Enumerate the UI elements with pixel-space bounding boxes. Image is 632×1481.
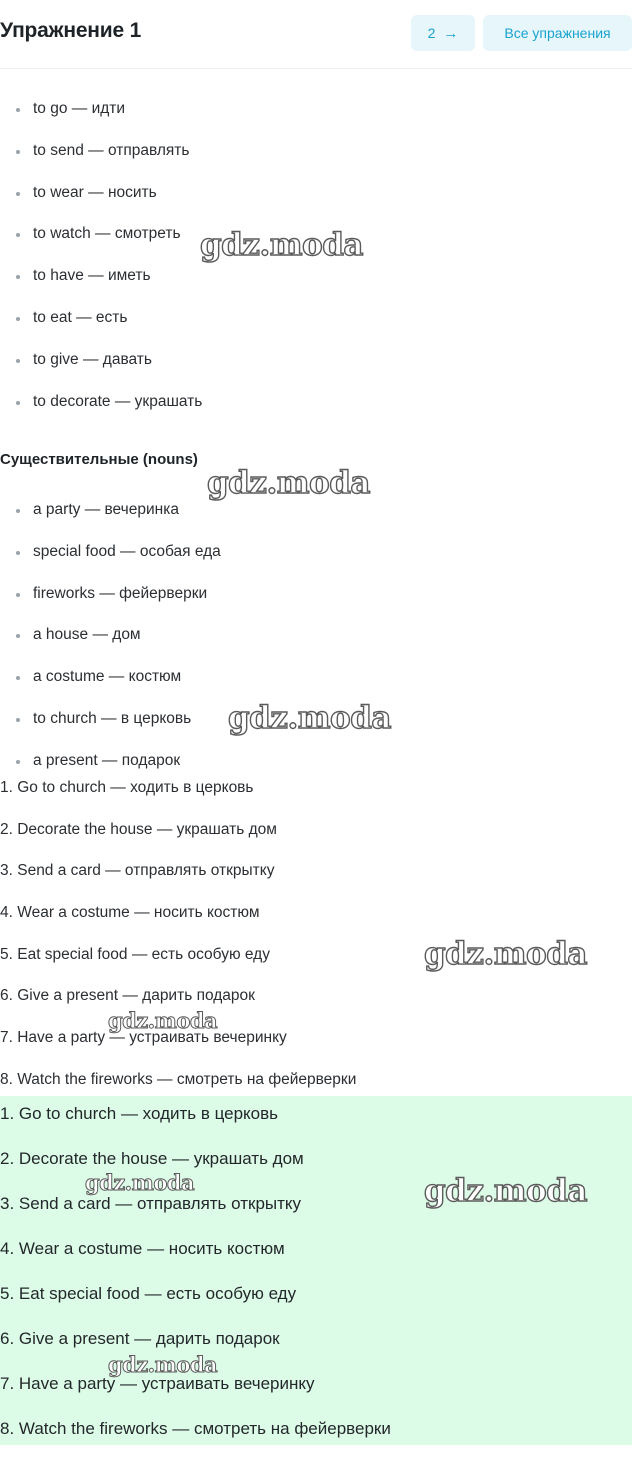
list-item: 1. Go to church — ходить в церковь [0,1104,279,1123]
watermark: gdz.moda [228,700,391,736]
list-item: 7. Have a party — устраивать вечеринку [0,1029,287,1047]
bullet-icon [16,275,20,279]
bullet-icon [16,401,20,405]
list-item: to church — в церковь [0,709,221,751]
watermark: gdz.moda [200,227,363,263]
bullet-icon [16,317,20,321]
answer-box [0,1096,632,1445]
arrow-right-icon: → [443,25,459,42]
watermark: gdz.moda [424,936,587,972]
bullet-icon [16,551,20,555]
page-header [0,0,632,69]
list-item: 4. Wear a costume — носить костюм [0,1239,285,1258]
list-item: to have — иметь [0,266,202,308]
next-exercise-button[interactable] [411,15,475,51]
next-exercise-label: 2 [427,25,436,41]
watermark: gdz.moda [207,465,370,501]
bullet-icon [16,150,20,154]
list-item: 7. Have a party — устраивать вечеринку [0,1374,315,1393]
list-item: 8. Watch the fireworks — смотреть на фейерверки [0,1419,391,1438]
bullet-icon [16,192,20,196]
list-item: 2. Decorate the house — украшать дом [0,1149,304,1168]
nouns-list [0,500,221,793]
bullet-icon [16,634,20,638]
list-item: 5. Eat special food — есть особую еду [0,945,270,963]
list-item: to send — отправлять [0,141,202,183]
list-item: 8. Watch the fireworks — смотреть на фейерверки [0,1070,357,1088]
bullet-icon [16,509,20,513]
bullet-icon [16,233,20,237]
bullet-icon [16,593,20,597]
bullet-icon [16,718,20,722]
watermark: gdz.moda [108,1352,218,1377]
bullet-icon [16,760,20,764]
watermark: gdz.moda [85,1170,195,1195]
list-item: to give — давать [0,350,202,392]
list-item: 6. Give a present — дарить подарок [0,987,255,1005]
all-exercises-button[interactable]: Все упражнения [483,15,632,51]
list-item: 4. Wear a costume — носить костюм [0,904,260,922]
nouns-heading: Существительные (nouns) [0,451,198,468]
list-item: 1. Go to church — ходить в церковь [0,779,254,796]
list-item: 3. Send a card — отправлять открытку [0,1194,302,1213]
list-item: 3. Send a card — отправлять открытку [0,862,275,880]
list-item: to eat — есть [0,308,202,350]
list-item: to wear — носить [0,183,202,225]
page-title: Упражнение 1 [0,19,142,42]
list-item: to decorate — украшать [0,392,202,434]
list-item: 5. Eat special food — есть особую еду [0,1284,297,1303]
list-item: 6. Give a present — дарить подарок [0,1329,280,1348]
watermark: gdz.moda [108,1008,218,1033]
list-item: 2. Decorate the house — украшать дом [0,820,277,838]
answers-list [0,1102,391,1462]
bullet-icon [16,359,20,363]
verbs-list [0,99,202,433]
bullet-icon [16,108,20,112]
list-item: a present — подарок [0,751,221,793]
list-item: a costume — костюм [0,667,221,709]
list-item: a house — дом [0,625,221,667]
list-item: to go — идти [0,99,202,141]
phrases-list [0,778,356,1112]
list-item: fireworks — фейерверки [0,584,221,626]
bullet-icon [16,676,20,680]
list-item: special food — особая еда [0,542,221,584]
list-item: to watch — смотреть [0,224,202,266]
list-item: a party — вечеринка [0,500,221,542]
watermark: gdz.moda [424,1173,587,1209]
